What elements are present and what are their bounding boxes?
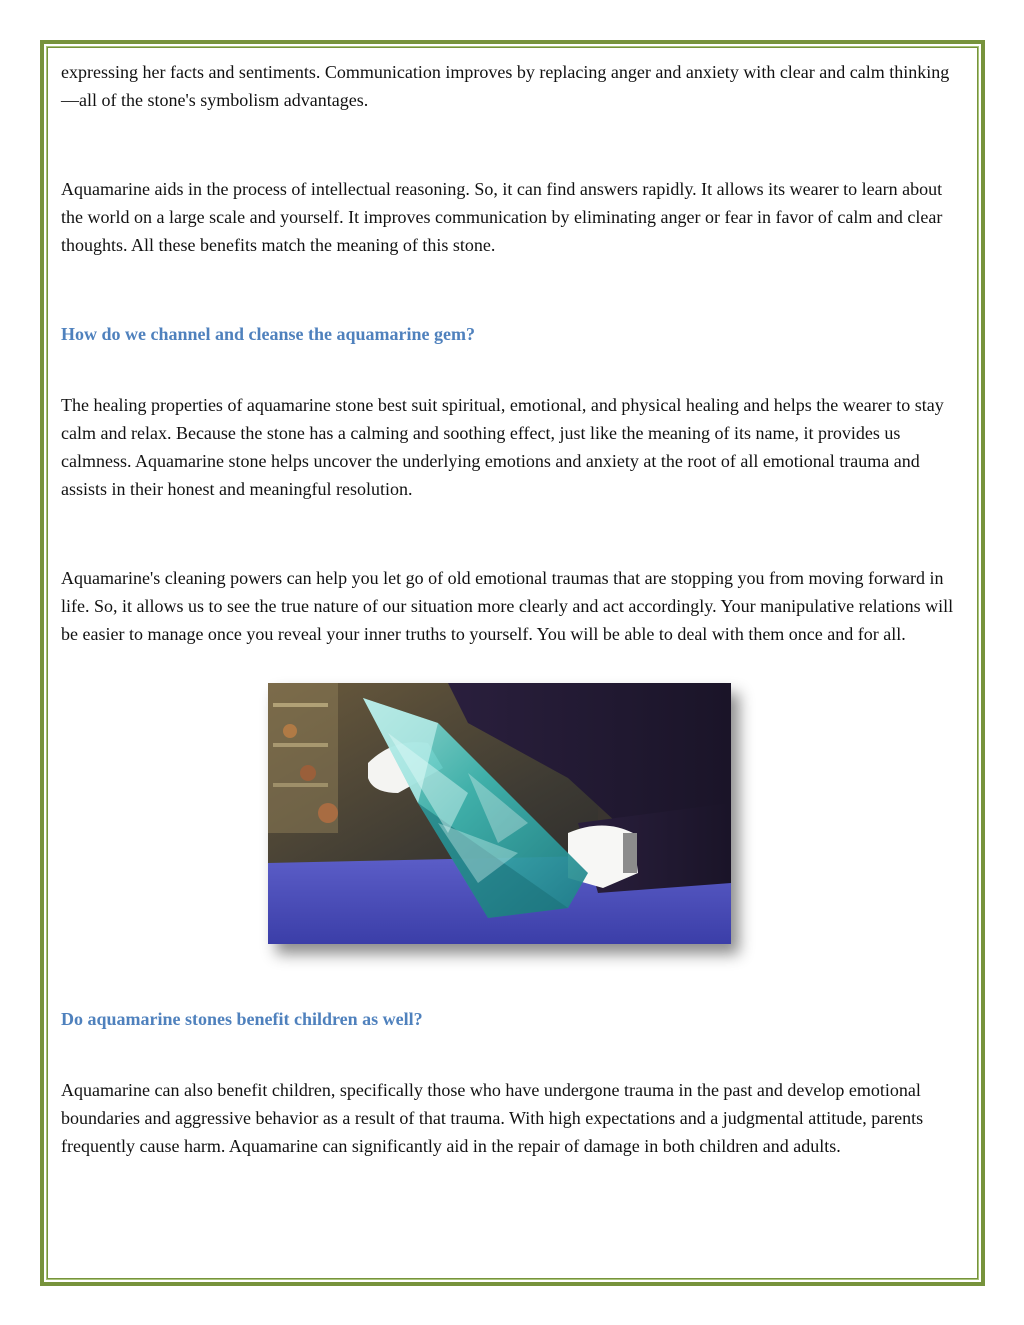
heading-benefit-children: Do aquamarine stones benefit children as well?	[61, 1009, 423, 1029]
paragraph-intellectual-reasoning: Aquamarine aids in the process of intellectual reasoning. So, it can find answers rapidly. It allows its wearer to learn about the world on a large scale and yourself. It improves communication by eliminating anger or fear in favor of calm and clear thoughts. All these benefits match the meaning of this stone.	[61, 179, 943, 255]
paragraph-children-benefits: Aquamarine can also benefit children, specifically those who have undergone trauma in the past and develop emotional boundaries and aggressive behavior as a result of that trauma. With high expectations and a judgmental attitude, parents frequently cause harm. Aquamarine can significantly aid in the repair of damage in both children and adults.	[61, 1080, 924, 1156]
aquamarine-crystal-photo	[268, 683, 731, 944]
document-body	[61, 58, 966, 1160]
heading-channel-cleanse: How do we channel and cleanse the aquamarine gem?	[61, 324, 475, 344]
paragraph-cleaning-powers: Aquamarine's cleaning powers can help you let go of old emotional traumas that are stopping you from moving forward in life. So, it allows us to see the true nature of our situation more clearly and act accordingly. Your manipulative relations will be easier to manage once you reveal your inner truths to yourself. You will be able to deal with them once and for all.	[61, 568, 954, 644]
crystal-photo-illustration	[268, 683, 731, 944]
paragraph-healing-properties: The healing properties of aquamarine stone best suit spiritual, emotional, and physical healing and helps the wearer to stay calm and relax. Because the stone has a calming and soothing effect, just like the meaning of its name, it provides us calmness. Aquamarine stone helps uncover the underlying emotions and anxiety at the root of all emotional trauma and assists in their honest and meaningful resolution.	[61, 395, 944, 499]
paragraph-intro-continuation: expressing her facts and sentiments. Communication improves by replacing anger and anxiety with clear and calm thinking—all of the stone's symbolism advantages.	[61, 62, 950, 110]
